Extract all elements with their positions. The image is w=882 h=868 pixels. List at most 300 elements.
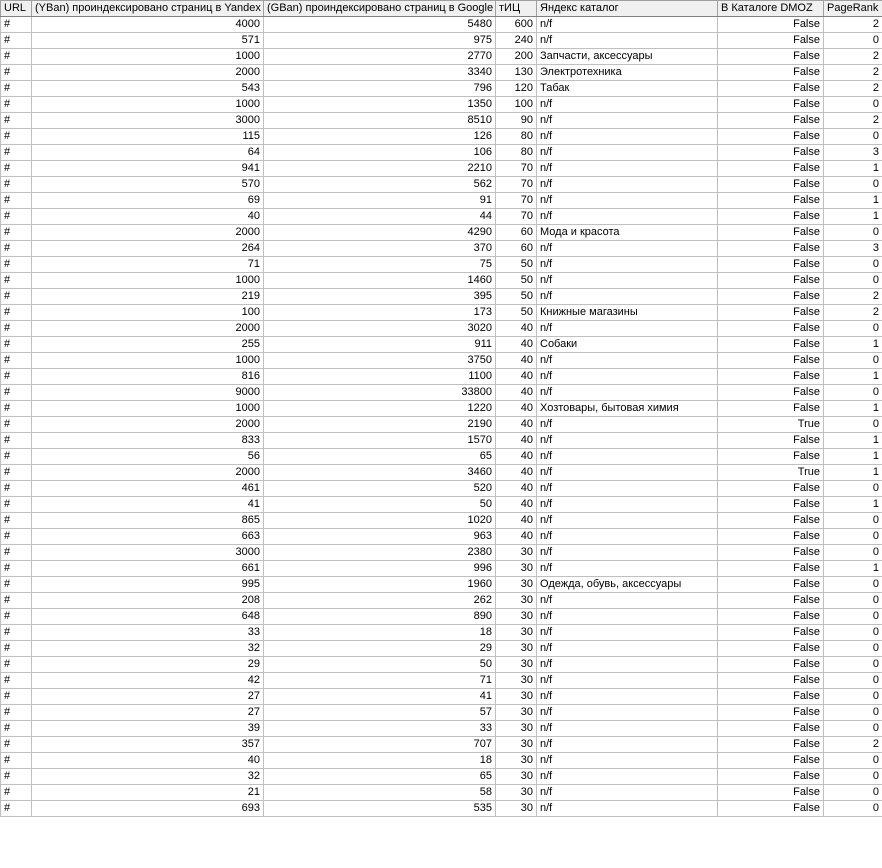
cell-yandex-pages: 833 (32, 433, 264, 449)
cell-url-link[interactable]: # (1, 513, 32, 529)
cell-yandex-pages: 219 (32, 289, 264, 305)
cell-tic: 40 (496, 401, 537, 417)
cell-yandex-catalog: n/f (537, 161, 718, 177)
column-header-pagerank[interactable]: PageRank (824, 1, 882, 17)
cell-url-link[interactable]: # (1, 593, 32, 609)
cell-google-pages: 963 (264, 529, 496, 545)
cell-yandex-pages: 3000 (32, 113, 264, 129)
cell-url-link[interactable]: # (1, 129, 32, 145)
cell-url-link[interactable]: # (1, 353, 32, 369)
table-row[interactable] (1, 433, 882, 449)
cell-tic: 200 (496, 49, 537, 65)
table-row[interactable] (1, 225, 882, 241)
cell-pagerank: 0 (824, 513, 882, 529)
cell-google-pages: 57 (264, 705, 496, 721)
cell-pagerank: 0 (824, 353, 882, 369)
cell-url-link[interactable]: # (1, 369, 32, 385)
table-row[interactable] (1, 753, 882, 769)
cell-yandex-catalog: n/f (537, 497, 718, 513)
cell-tic: 30 (496, 625, 537, 641)
table-row[interactable] (1, 49, 882, 65)
cell-yandex-catalog: n/f (537, 609, 718, 625)
cell-dmoz: False (718, 145, 824, 161)
column-header-dmoz[interactable]: В Каталоге DMOZ (718, 1, 824, 17)
cell-tic: 40 (496, 497, 537, 513)
cell-yandex-catalog: n/f (537, 753, 718, 769)
cell-pagerank: 2 (824, 17, 882, 33)
cell-yandex-pages: 543 (32, 81, 264, 97)
table-row[interactable] (1, 737, 882, 753)
cell-dmoz: False (718, 721, 824, 737)
cell-dmoz: False (718, 33, 824, 49)
cell-yandex-pages: 357 (32, 737, 264, 753)
table-row[interactable] (1, 625, 882, 641)
table-row[interactable] (1, 481, 882, 497)
cell-yandex-catalog: Запчасти, аксессуары (537, 49, 718, 65)
table-row[interactable] (1, 177, 882, 193)
cell-yandex-catalog: n/f (537, 561, 718, 577)
table-row[interactable] (1, 305, 882, 321)
table-row[interactable] (1, 401, 882, 417)
cell-yandex-catalog: n/f (537, 273, 718, 289)
cell-dmoz: False (718, 449, 824, 465)
cell-dmoz: False (718, 753, 824, 769)
cell-yandex-pages: 2000 (32, 225, 264, 241)
cell-url-link[interactable]: # (1, 689, 32, 705)
cell-tic: 40 (496, 513, 537, 529)
table-row[interactable] (1, 465, 882, 481)
cell-yandex-catalog: n/f (537, 641, 718, 657)
cell-dmoz: False (718, 593, 824, 609)
cell-yandex-catalog: n/f (537, 545, 718, 561)
cell-dmoz: False (718, 785, 824, 801)
cell-tic: 90 (496, 113, 537, 129)
cell-yandex-pages: 69 (32, 193, 264, 209)
cell-dmoz: False (718, 305, 824, 321)
cell-url-link[interactable]: # (1, 737, 32, 753)
cell-pagerank: 0 (824, 97, 882, 113)
cell-tic: 70 (496, 209, 537, 225)
cell-yandex-pages: 571 (32, 33, 264, 49)
cell-google-pages: 562 (264, 177, 496, 193)
cell-url-link[interactable]: # (1, 497, 32, 513)
cell-google-pages: 8510 (264, 113, 496, 129)
cell-dmoz: False (718, 241, 824, 257)
cell-google-pages: 173 (264, 305, 496, 321)
cell-url-link[interactable]: # (1, 673, 32, 689)
cell-dmoz: False (718, 625, 824, 641)
cell-google-pages: 1460 (264, 273, 496, 289)
cell-dmoz: False (718, 177, 824, 193)
cell-pagerank: 1 (824, 209, 882, 225)
cell-url-link[interactable]: # (1, 721, 32, 737)
table-row[interactable] (1, 385, 882, 401)
table-row[interactable] (1, 545, 882, 561)
cell-url-link[interactable]: # (1, 561, 32, 577)
table-row[interactable] (1, 257, 882, 273)
table-row[interactable] (1, 513, 882, 529)
cell-url-link[interactable]: # (1, 305, 32, 321)
cell-yandex-pages: 995 (32, 577, 264, 593)
cell-url-link[interactable]: # (1, 609, 32, 625)
cell-yandex-catalog: n/f (537, 513, 718, 529)
cell-dmoz: False (718, 161, 824, 177)
cell-tic: 30 (496, 753, 537, 769)
cell-tic: 40 (496, 321, 537, 337)
cell-yandex-pages: 461 (32, 481, 264, 497)
cell-dmoz: False (718, 561, 824, 577)
cell-yandex-pages: 2000 (32, 417, 264, 433)
table-body (1, 17, 882, 817)
cell-yandex-catalog: n/f (537, 209, 718, 225)
cell-pagerank: 0 (824, 481, 882, 497)
cell-yandex-catalog: n/f (537, 465, 718, 481)
cell-pagerank: 0 (824, 225, 882, 241)
table-row[interactable] (1, 273, 882, 289)
table-row[interactable] (1, 417, 882, 433)
cell-yandex-pages: 2000 (32, 65, 264, 81)
cell-yandex-catalog: n/f (537, 689, 718, 705)
cell-url-link[interactable]: # (1, 801, 32, 817)
cell-yandex-catalog: n/f (537, 737, 718, 753)
cell-yandex-catalog: n/f (537, 673, 718, 689)
cell-yandex-pages: 255 (32, 337, 264, 353)
cell-yandex-pages: 42 (32, 673, 264, 689)
cell-tic: 70 (496, 161, 537, 177)
table-row[interactable] (1, 529, 882, 545)
cell-yandex-pages: 32 (32, 769, 264, 785)
cell-pagerank: 1 (824, 369, 882, 385)
cell-tic: 30 (496, 737, 537, 753)
cell-tic: 70 (496, 193, 537, 209)
table-row[interactable] (1, 33, 882, 49)
cell-url-link[interactable]: # (1, 257, 32, 273)
cell-google-pages: 2210 (264, 161, 496, 177)
cell-google-pages: 996 (264, 561, 496, 577)
cell-url-link[interactable]: # (1, 49, 32, 65)
cell-url-link[interactable]: # (1, 753, 32, 769)
table-row[interactable] (1, 241, 882, 257)
cell-tic: 600 (496, 17, 537, 33)
cell-dmoz: False (718, 769, 824, 785)
cell-url-link[interactable]: # (1, 545, 32, 561)
cell-pagerank: 0 (824, 657, 882, 673)
cell-url-link[interactable]: # (1, 145, 32, 161)
table-row[interactable] (1, 689, 882, 705)
cell-url-link[interactable]: # (1, 273, 32, 289)
cell-google-pages: 106 (264, 145, 496, 161)
cell-yandex-pages: 32 (32, 641, 264, 657)
cell-google-pages: 50 (264, 657, 496, 673)
table-row[interactable] (1, 289, 882, 305)
table-row[interactable] (1, 97, 882, 113)
cell-url-link[interactable]: # (1, 385, 32, 401)
cell-pagerank: 0 (824, 545, 882, 561)
column-header-url[interactable]: URL (1, 1, 32, 17)
cell-google-pages: 1350 (264, 97, 496, 113)
table-row[interactable] (1, 65, 882, 81)
cell-yandex-pages: 41 (32, 497, 264, 513)
cell-google-pages: 796 (264, 81, 496, 97)
cell-yandex-pages: 2000 (32, 321, 264, 337)
cell-yandex-pages: 208 (32, 593, 264, 609)
cell-yandex-catalog: n/f (537, 769, 718, 785)
table-row[interactable] (1, 145, 882, 161)
cell-yandex-catalog: n/f (537, 193, 718, 209)
table-row[interactable] (1, 641, 882, 657)
cell-yandex-pages: 40 (32, 753, 264, 769)
cell-pagerank: 0 (824, 785, 882, 801)
cell-url-link[interactable]: # (1, 433, 32, 449)
cell-url-link[interactable]: # (1, 113, 32, 129)
cell-tic: 40 (496, 337, 537, 353)
cell-pagerank: 0 (824, 593, 882, 609)
cell-url-link[interactable]: # (1, 337, 32, 353)
cell-url-link[interactable]: # (1, 65, 32, 81)
table-row[interactable] (1, 337, 882, 353)
cell-url-link[interactable]: # (1, 785, 32, 801)
cell-tic: 30 (496, 721, 537, 737)
table-row[interactable] (1, 209, 882, 225)
cell-google-pages: 91 (264, 193, 496, 209)
cell-dmoz: False (718, 257, 824, 273)
cell-yandex-catalog: Книжные магазины (537, 305, 718, 321)
cell-dmoz: False (718, 129, 824, 145)
table-row[interactable] (1, 721, 882, 737)
cell-pagerank: 0 (824, 273, 882, 289)
cell-yandex-pages: 941 (32, 161, 264, 177)
cell-url-link[interactable]: # (1, 481, 32, 497)
cell-yandex-catalog: n/f (537, 593, 718, 609)
cell-tic: 240 (496, 33, 537, 49)
cell-yandex-catalog: n/f (537, 17, 718, 33)
cell-url-link[interactable]: # (1, 321, 32, 337)
cell-tic: 60 (496, 241, 537, 257)
cell-pagerank: 0 (824, 321, 882, 337)
cell-dmoz: False (718, 609, 824, 625)
column-header-yandex-catalog[interactable]: Яндекс каталог (537, 1, 718, 17)
column-header-tic[interactable]: тИЦ (496, 1, 537, 17)
cell-yandex-pages: 100 (32, 305, 264, 321)
cell-url-link[interactable]: # (1, 225, 32, 241)
cell-tic: 80 (496, 129, 537, 145)
table-row[interactable] (1, 81, 882, 97)
cell-url-link[interactable]: # (1, 33, 32, 49)
cell-google-pages: 890 (264, 609, 496, 625)
cell-yandex-catalog: n/f (537, 353, 718, 369)
cell-dmoz: False (718, 497, 824, 513)
cell-pagerank: 2 (824, 305, 882, 321)
cell-yandex-pages: 570 (32, 177, 264, 193)
column-header-yandex-pages[interactable]: (YBan) проиндексировано страниц в Yandex (32, 1, 264, 17)
cell-yandex-pages: 1000 (32, 401, 264, 417)
cell-google-pages: 33800 (264, 385, 496, 401)
table-row[interactable] (1, 497, 882, 513)
cell-yandex-catalog: n/f (537, 481, 718, 497)
cell-url-link[interactable]: # (1, 17, 32, 33)
table-row[interactable] (1, 609, 882, 625)
cell-yandex-catalog: n/f (537, 657, 718, 673)
table-row[interactable] (1, 321, 882, 337)
cell-pagerank: 2 (824, 737, 882, 753)
cell-yandex-pages: 27 (32, 705, 264, 721)
cell-yandex-pages: 115 (32, 129, 264, 145)
cell-pagerank: 2 (824, 113, 882, 129)
cell-tic: 40 (496, 465, 537, 481)
table-row[interactable] (1, 801, 882, 817)
cell-google-pages: 3460 (264, 465, 496, 481)
cell-pagerank: 1 (824, 497, 882, 513)
cell-yandex-catalog: Одежда, обувь, аксессуары (537, 577, 718, 593)
cell-url-link[interactable]: # (1, 641, 32, 657)
cell-dmoz: False (718, 81, 824, 97)
cell-google-pages: 2190 (264, 417, 496, 433)
table-header (1, 1, 882, 17)
cell-dmoz: False (718, 737, 824, 753)
cell-yandex-pages: 648 (32, 609, 264, 625)
cell-dmoz: True (718, 417, 824, 433)
cell-pagerank: 0 (824, 33, 882, 49)
column-header-google-pages[interactable]: (GBan) проиндексировано страниц в Google (264, 1, 496, 17)
cell-dmoz: False (718, 641, 824, 657)
cell-yandex-pages: 865 (32, 513, 264, 529)
cell-dmoz: False (718, 209, 824, 225)
cell-pagerank: 0 (824, 721, 882, 737)
table-row[interactable] (1, 449, 882, 465)
table-row[interactable] (1, 193, 882, 209)
cell-google-pages: 4290 (264, 225, 496, 241)
cell-url-link[interactable]: # (1, 657, 32, 673)
cell-url-link[interactable]: # (1, 289, 32, 305)
cell-url-link[interactable]: # (1, 417, 32, 433)
cell-url-link[interactable]: # (1, 401, 32, 417)
cell-yandex-catalog: n/f (537, 177, 718, 193)
cell-yandex-catalog: Мода и красота (537, 225, 718, 241)
cell-tic: 30 (496, 593, 537, 609)
cell-yandex-catalog: n/f (537, 433, 718, 449)
table-row[interactable] (1, 593, 882, 609)
cell-tic: 80 (496, 145, 537, 161)
cell-pagerank: 0 (824, 417, 882, 433)
cell-tic: 100 (496, 97, 537, 113)
cell-url-link[interactable]: # (1, 177, 32, 193)
table-row[interactable] (1, 113, 882, 129)
table-row[interactable] (1, 369, 882, 385)
cell-yandex-pages: 661 (32, 561, 264, 577)
cell-yandex-catalog: n/f (537, 705, 718, 721)
cell-url-link[interactable]: # (1, 529, 32, 545)
cell-yandex-pages: 29 (32, 657, 264, 673)
cell-tic: 30 (496, 577, 537, 593)
table-row[interactable] (1, 561, 882, 577)
cell-google-pages: 1100 (264, 369, 496, 385)
cell-google-pages: 33 (264, 721, 496, 737)
cell-yandex-pages: 2000 (32, 465, 264, 481)
cell-url-link[interactable]: # (1, 209, 32, 225)
cell-tic: 40 (496, 481, 537, 497)
cell-url-link[interactable]: # (1, 449, 32, 465)
cell-pagerank: 0 (824, 769, 882, 785)
cell-dmoz: False (718, 481, 824, 497)
cell-dmoz: False (718, 529, 824, 545)
cell-tic: 50 (496, 305, 537, 321)
cell-url-link[interactable]: # (1, 465, 32, 481)
cell-url-link[interactable]: # (1, 769, 32, 785)
cell-google-pages: 41 (264, 689, 496, 705)
cell-dmoz: False (718, 673, 824, 689)
cell-google-pages: 975 (264, 33, 496, 49)
table-row[interactable] (1, 657, 882, 673)
cell-yandex-catalog: n/f (537, 129, 718, 145)
cell-url-link[interactable]: # (1, 705, 32, 721)
cell-dmoz: False (718, 385, 824, 401)
table-row[interactable] (1, 769, 882, 785)
cell-yandex-pages: 1000 (32, 97, 264, 113)
cell-yandex-pages: 71 (32, 257, 264, 273)
table-row[interactable] (1, 577, 882, 593)
cell-pagerank: 1 (824, 561, 882, 577)
cell-pagerank: 1 (824, 337, 882, 353)
cell-url-link[interactable]: # (1, 241, 32, 257)
cell-tic: 40 (496, 353, 537, 369)
cell-url-link[interactable]: # (1, 161, 32, 177)
cell-google-pages: 29 (264, 641, 496, 657)
cell-google-pages: 2770 (264, 49, 496, 65)
cell-yandex-pages: 3000 (32, 545, 264, 561)
cell-google-pages: 1020 (264, 513, 496, 529)
cell-google-pages: 370 (264, 241, 496, 257)
cell-yandex-catalog: n/f (537, 529, 718, 545)
cell-url-link[interactable]: # (1, 97, 32, 113)
cell-url-link[interactable]: # (1, 577, 32, 593)
cell-url-link[interactable]: # (1, 625, 32, 641)
cell-url-link[interactable]: # (1, 193, 32, 209)
table-row[interactable] (1, 129, 882, 145)
table-row[interactable] (1, 161, 882, 177)
cell-tic: 30 (496, 545, 537, 561)
cell-google-pages: 65 (264, 449, 496, 465)
cell-pagerank: 1 (824, 161, 882, 177)
cell-dmoz: False (718, 337, 824, 353)
cell-dmoz: False (718, 401, 824, 417)
cell-url-link[interactable]: # (1, 81, 32, 97)
cell-yandex-catalog: Хозтовары, бытовая химия (537, 401, 718, 417)
table-row[interactable] (1, 353, 882, 369)
cell-yandex-catalog: n/f (537, 145, 718, 161)
cell-google-pages: 58 (264, 785, 496, 801)
cell-tic: 40 (496, 369, 537, 385)
table-row[interactable] (1, 705, 882, 721)
table-row[interactable] (1, 673, 882, 689)
table-row[interactable] (1, 785, 882, 801)
cell-google-pages: 18 (264, 753, 496, 769)
cell-google-pages: 262 (264, 593, 496, 609)
cell-yandex-catalog: Собаки (537, 337, 718, 353)
cell-tic: 40 (496, 529, 537, 545)
table-row[interactable] (1, 17, 882, 33)
cell-pagerank: 0 (824, 641, 882, 657)
cell-pagerank: 2 (824, 81, 882, 97)
cell-dmoz: False (718, 97, 824, 113)
cell-dmoz: False (718, 577, 824, 593)
cell-dmoz: False (718, 513, 824, 529)
cell-pagerank: 0 (824, 801, 882, 817)
cell-pagerank: 1 (824, 449, 882, 465)
cell-yandex-catalog: n/f (537, 721, 718, 737)
cell-dmoz: False (718, 321, 824, 337)
cell-dmoz: True (718, 465, 824, 481)
cell-tic: 40 (496, 417, 537, 433)
